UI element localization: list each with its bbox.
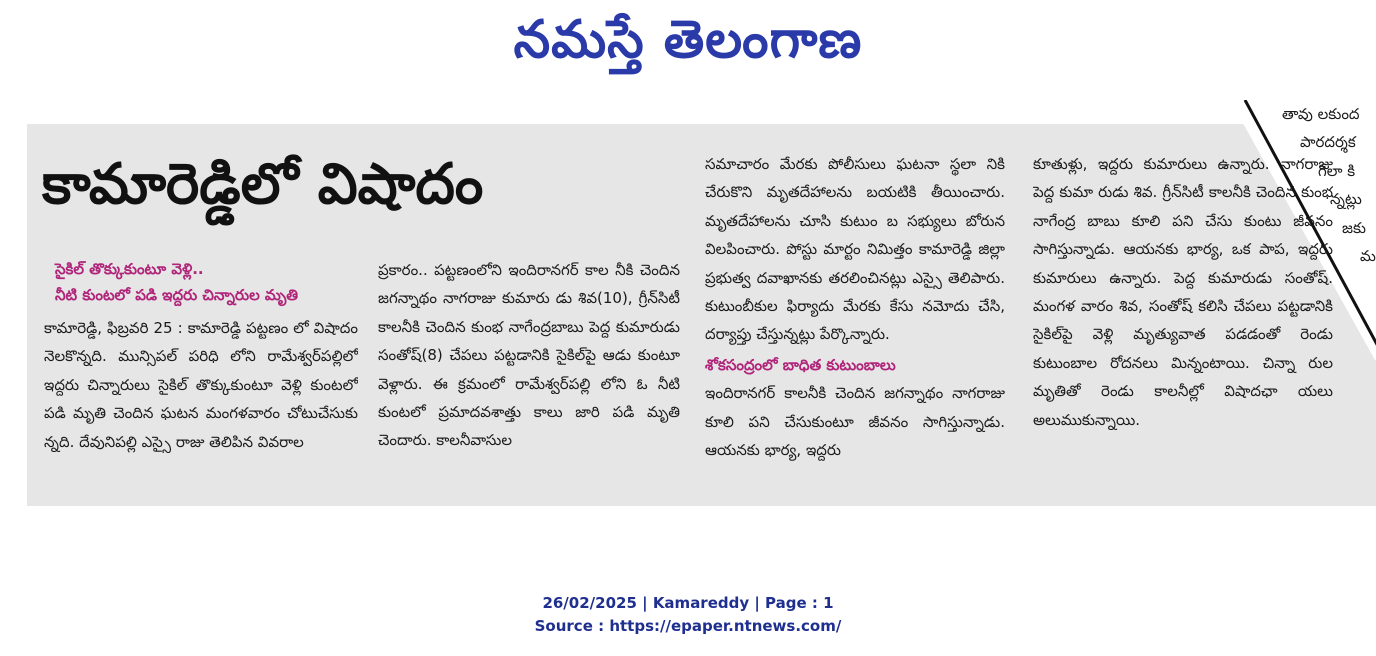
- column-2-text: ప్రకారం.. పట్టణంలోని ఇందిరానగర్ కాల నీకి చెందిన జగన్నాథం నాగరాజు కుమారు డు శివ(10), గ్రీన్‌సిటీ కాలనీకి చెందిన కుంభ నాగేంద్రబాబు పెద్ద కుమారుడు సంతోష్(8) చేపలు పట్టడానికి సైకిల్‌పై ఆడు కుంటూ వెళ్లారు. ఈ క్రమంలో రామేశ్వర్‌పల్లి లోని ఓ నీటి కుంటలో ప్రమాదవశాత్తు కాలు జారి పడి మృతి చెందారు. కాలనీవాసుల: [378, 261, 680, 450]
- column-1-text: కామారెడ్డి, ఫిబ్రవరి 25 : కామారెడ్డి పట్టణం లో విషాదం నెలకొన్నది. మున్సిపల్ పరిధి లోని రామేశ్వర్‌పల్లిలో ఇద్దరు చిన్నారులు సైకిల్ తొక్కుకుంటూ వెళ్లి కుంటలో పడి మృతి చెందిన ఘటన మంగళవారం చోటుచేసుకు న్నది. దేవునిపల్లి ఎస్సై రాజు తెలిపిన వివరాల: [44, 319, 358, 451]
- article-column-4: [1033, 150, 1333, 434]
- article-column-1: [44, 314, 358, 456]
- column-3-text: సమాచారం మేరకు పోలీసులు ఘటనా స్థలా నికి చేరుకొని మృతదేహాలను బయటికి తీయించారు. మృతదేహాలను చూసి కుటుం బ సభ్యులు బోరున విలపించారు. పోస్టు మార్టం నిమిత్తం కామారెడ్డి జిల్లా ప్రభుత్వ దవాఖానకు తరలించినట్లు ఎస్సై తెలిపారు. కుటుంబీకుల ఫిర్యాదు మేరకు కేసు నమోదు చేసి, దర్యాప్తు చేస్తున్నట్లు పేర్కొన్నారు.: [705, 155, 1005, 344]
- column-4-text: కూతుళ్లు, ఇద్దరు కుమారులు ఉన్నారు. నాగరాజు పెద్ద కుమా రుడు శివ. గ్రీన్‌సిటీ కాలనీకి చెందిన కుంభ నాగేంద్ర బాబు కూలి పని చేసు కుంటు జీవనం సాగిస్తున్నాడు. ఆయనకు భార్య, ఒక పాప, ఇద్దరు కుమారులు ఉన్నారు. పెద్ద కుమారుడు సంతోష్. మంగళ వారం శివ, సంతోష్ కలిసి చేపలు పట్టడానికి సైకిల్‌పై వెళ్లి మృత్యువాత పడడంతో రెండు కుటుంబాల రోదనలు మిన్నంటాయి. చిన్నా రుల మృతితో రెండు కాలనీల్లో విషాదఛా యలు అలుముకున్నాయి.: [1033, 155, 1333, 429]
- page-footer: [0, 592, 1376, 638]
- fragment-line: తావు లకుంద: [1282, 105, 1360, 123]
- fragment-line: మ: [1360, 247, 1376, 266]
- fragment-line: న్నట్లు: [1330, 190, 1362, 209]
- section-heading: శోకసంద్రంలో బాధిత కుటుంబాలు: [705, 355, 896, 374]
- article-column-2: [378, 256, 680, 455]
- subheadline-line-2: నీటి కుంటలో పడి ఇద్దరు చిన్నారుల మృతి: [55, 286, 298, 304]
- masthead: [0, 0, 1376, 80]
- article-subheadline: [55, 256, 375, 308]
- footer-source: Source : https://epaper.ntnews.com/: [534, 617, 842, 635]
- column-3-continued-text: ఇందిరానగర్ కాలనీకి చెందిన జగన్నాథం నాగరాజు కూలి పని చేసుకుంటూ జీవనం సాగిస్తున్నాడు. ఆయనకు భార్య, ఇద్దరు: [705, 384, 1005, 460]
- newspaper-logo: నమస్తే తెలంగాణ: [513, 10, 863, 70]
- article-headline: కామారెడ్డిలో విషాదం: [42, 152, 484, 217]
- article-column-3: [705, 150, 1005, 464]
- fragment-line: గేలా కి: [1318, 161, 1356, 180]
- fragment-line: పారదర్శక: [1300, 133, 1356, 152]
- subheadline-line-1: సైకిల్ తొక్కుకుంటూ వెళ్లి..: [55, 260, 204, 278]
- fragment-line: జకు: [1342, 218, 1366, 237]
- footer-date-edition: 26/02/2025 | Kamareddy | Page : 1: [542, 594, 834, 612]
